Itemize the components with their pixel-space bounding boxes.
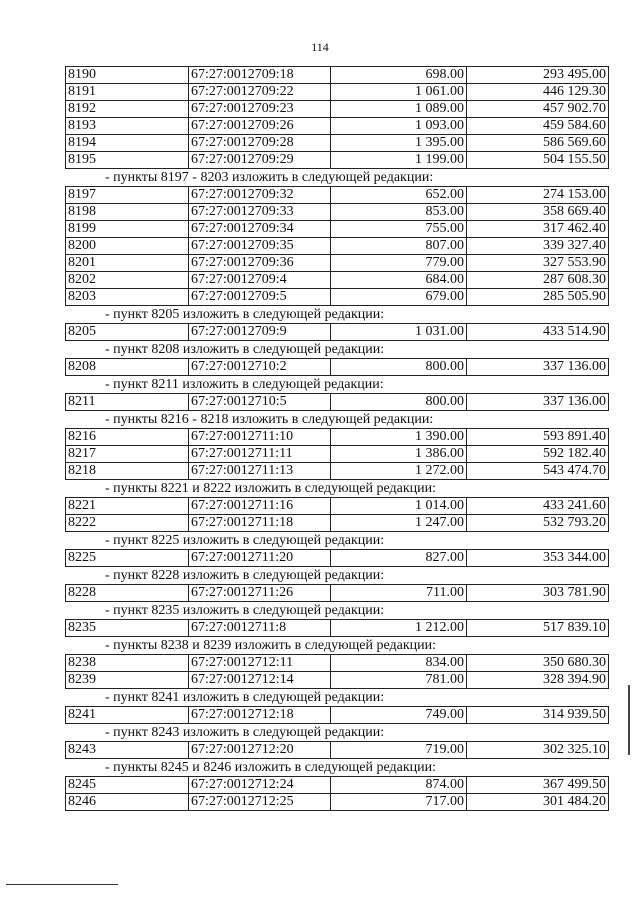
cadastral-number-cell: 67:27:0012709:23: [189, 101, 331, 118]
area-cell: 1 386.00: [331, 446, 467, 463]
table-row: [66, 742, 609, 759]
value-cell: 317 462.40: [467, 221, 609, 238]
area-cell: 1 089.00: [331, 101, 467, 118]
item-number-cell: 8198: [66, 204, 189, 221]
amendment-caption: - пункты 8238 и 8239 изложить в следующей редакции:: [105, 638, 437, 653]
value-cell: 532 793.20: [467, 515, 609, 532]
value-cell: 337 136.00: [467, 394, 609, 411]
margin-mark: [628, 685, 630, 755]
area-cell: 1 014.00: [331, 498, 467, 515]
value-cell: 337 136.00: [467, 359, 609, 376]
value-cell: 285 505.90: [467, 289, 609, 306]
amendment-section: [0, 341, 640, 376]
area-cell: 1 212.00: [331, 620, 467, 637]
cadastral-number-cell: 67:27:0012711:20: [189, 550, 331, 567]
table-row: [66, 255, 609, 272]
value-cell: 328 394.90: [467, 672, 609, 689]
amendment-section: [0, 480, 640, 532]
item-number-cell: 8195: [66, 152, 189, 169]
land-plot-table: [65, 186, 609, 306]
cadastral-number-cell: 67:27:0012710:5: [189, 394, 331, 411]
cadastral-number-cell: 67:27:0012709:32: [189, 187, 331, 204]
area-cell: 1 061.00: [331, 84, 467, 101]
area-cell: 1 390.00: [331, 429, 467, 446]
table-row: [66, 446, 609, 463]
item-number-cell: 8235: [66, 620, 189, 637]
value-cell: 367 499.50: [467, 777, 609, 794]
table-row: [66, 620, 609, 637]
table-row: [66, 67, 609, 84]
table-row: [66, 429, 609, 446]
land-plot-table: [65, 66, 609, 169]
item-number-cell: 8203: [66, 289, 189, 306]
area-cell: 800.00: [331, 359, 467, 376]
land-plot-table: [65, 428, 609, 480]
value-cell: 593 891.40: [467, 429, 609, 446]
amendment-caption: - пункты 8197 - 8203 изложить в следующей редакции:: [105, 170, 434, 185]
area-cell: 717.00: [331, 794, 467, 811]
area-cell: 698.00: [331, 67, 467, 84]
footnote-separator: [6, 884, 118, 885]
item-number-cell: 8217: [66, 446, 189, 463]
land-plot-table: [65, 741, 609, 759]
cadastral-number-cell: 67:27:0012709:35: [189, 238, 331, 255]
area-cell: 834.00: [331, 655, 467, 672]
cadastral-number-cell: 67:27:0012712:18: [189, 707, 331, 724]
item-number-cell: 8239: [66, 672, 189, 689]
amendment-section: [0, 567, 640, 602]
area-cell: 719.00: [331, 742, 467, 759]
item-number-cell: 8202: [66, 272, 189, 289]
value-cell: 339 327.40: [467, 238, 609, 255]
amendment-section: [0, 759, 640, 811]
item-number-cell: 8211: [66, 394, 189, 411]
cadastral-number-cell: 67:27:0012712:14: [189, 672, 331, 689]
amendment-section: [0, 66, 640, 169]
value-cell: 274 153.00: [467, 187, 609, 204]
value-cell: 301 484.20: [467, 794, 609, 811]
item-number-cell: 8208: [66, 359, 189, 376]
area-cell: 1 199.00: [331, 152, 467, 169]
land-plot-table: [65, 549, 609, 567]
area-cell: 711.00: [331, 585, 467, 602]
area-cell: 679.00: [331, 289, 467, 306]
cadastral-number-cell: 67:27:0012711:16: [189, 498, 331, 515]
table-row: [66, 777, 609, 794]
amendment-caption: - пункт 8228 изложить в следующей редакции:: [105, 568, 385, 583]
cadastral-number-cell: 67:27:0012712:25: [189, 794, 331, 811]
cadastral-number-cell: 67:27:0012712:20: [189, 742, 331, 759]
value-cell: 350 680.30: [467, 655, 609, 672]
cadastral-number-cell: 67:27:0012709:4: [189, 272, 331, 289]
table-row: [66, 152, 609, 169]
area-cell: 755.00: [331, 221, 467, 238]
value-cell: 446 129.30: [467, 84, 609, 101]
area-cell: 807.00: [331, 238, 467, 255]
cadastral-number-cell: 67:27:0012711:13: [189, 463, 331, 480]
area-cell: 1 247.00: [331, 515, 467, 532]
amendment-caption: - пункт 8235 изложить в следующей редакции:: [105, 603, 385, 618]
table-row: [66, 118, 609, 135]
area-cell: 1 031.00: [331, 324, 467, 341]
area-cell: 1 272.00: [331, 463, 467, 480]
value-cell: 504 155.50: [467, 152, 609, 169]
item-number-cell: 8192: [66, 101, 189, 118]
value-cell: 327 553.90: [467, 255, 609, 272]
table-row: [66, 585, 609, 602]
amendment-caption: - пункты 8216 - 8218 изложить в следующей редакции:: [105, 412, 434, 427]
cadastral-number-cell: 67:27:0012711:26: [189, 585, 331, 602]
amendment-section: [0, 169, 640, 306]
amendment-section: [0, 602, 640, 637]
cadastral-number-cell: 67:27:0012709:9: [189, 324, 331, 341]
amendment-section: [0, 411, 640, 480]
item-number-cell: 8191: [66, 84, 189, 101]
item-number-cell: 8200: [66, 238, 189, 255]
land-plot-table: [65, 619, 609, 637]
item-number-cell: 8193: [66, 118, 189, 135]
land-plot-table: [65, 358, 609, 376]
land-plot-table: [65, 654, 609, 689]
item-number-cell: 8221: [66, 498, 189, 515]
amendment-caption: - пункты 8221 и 8222 изложить в следующей редакции:: [105, 481, 437, 496]
amendment-caption: - пункт 8208 изложить в следующей редакции:: [105, 342, 385, 357]
value-cell: 302 325.10: [467, 742, 609, 759]
amendment-caption: - пункт 8211 изложить в следующей редакции:: [105, 377, 384, 392]
land-plot-table: [65, 776, 609, 811]
cadastral-number-cell: 67:27:0012711:8: [189, 620, 331, 637]
cadastral-number-cell: 67:27:0012711:10: [189, 429, 331, 446]
cadastral-number-cell: 67:27:0012712:11: [189, 655, 331, 672]
cadastral-number-cell: 67:27:0012709:5: [189, 289, 331, 306]
cadastral-number-cell: 67:27:0012711:18: [189, 515, 331, 532]
item-number-cell: 8243: [66, 742, 189, 759]
item-number-cell: 8246: [66, 794, 189, 811]
amendment-section: [0, 689, 640, 724]
table-row: [66, 187, 609, 204]
land-plot-table: [65, 584, 609, 602]
cadastral-number-cell: 67:27:0012711:11: [189, 446, 331, 463]
area-cell: 779.00: [331, 255, 467, 272]
cadastral-number-cell: 67:27:0012709:28: [189, 135, 331, 152]
table-row: [66, 394, 609, 411]
land-plot-table: [65, 706, 609, 724]
item-number-cell: 8222: [66, 515, 189, 532]
area-cell: 781.00: [331, 672, 467, 689]
item-number-cell: 8216: [66, 429, 189, 446]
area-cell: 827.00: [331, 550, 467, 567]
land-plot-table: [65, 497, 609, 532]
table-row: [66, 101, 609, 118]
value-cell: 592 182.40: [467, 446, 609, 463]
value-cell: 459 584.60: [467, 118, 609, 135]
item-number-cell: 8218: [66, 463, 189, 480]
item-number-cell: 8199: [66, 221, 189, 238]
amendment-section: [0, 306, 640, 341]
table-row: [66, 515, 609, 532]
cadastral-number-cell: 67:27:0012709:22: [189, 84, 331, 101]
amendment-section: [0, 532, 640, 567]
amendment-caption: - пункт 8225 изложить в следующей редакции:: [105, 533, 385, 548]
table-row: [66, 324, 609, 341]
area-cell: 800.00: [331, 394, 467, 411]
value-cell: 457 902.70: [467, 101, 609, 118]
land-plot-table: [65, 393, 609, 411]
item-number-cell: 8197: [66, 187, 189, 204]
cadastral-number-cell: 67:27:0012709:36: [189, 255, 331, 272]
table-row: [66, 498, 609, 515]
table-row: [66, 794, 609, 811]
table-row: [66, 707, 609, 724]
value-cell: 517 839.10: [467, 620, 609, 637]
area-cell: 1 093.00: [331, 118, 467, 135]
page-number: 114: [311, 40, 329, 54]
amendment-caption: - пункт 8243 изложить в следующей редакции:: [105, 725, 385, 740]
table-row: [66, 84, 609, 101]
item-number-cell: 8241: [66, 707, 189, 724]
value-cell: 586 569.60: [467, 135, 609, 152]
value-cell: 433 514.90: [467, 324, 609, 341]
table-row: [66, 550, 609, 567]
table-row: [66, 221, 609, 238]
amendment-caption: - пункт 8241 изложить в следующей редакции:: [105, 690, 385, 705]
value-cell: 303 781.90: [467, 585, 609, 602]
item-number-cell: 8201: [66, 255, 189, 272]
table-row: [66, 672, 609, 689]
amendment-caption: - пункты 8245 и 8246 изложить в следующей редакции:: [105, 760, 437, 775]
cadastral-number-cell: 67:27:0012709:18: [189, 67, 331, 84]
table-row: [66, 655, 609, 672]
table-row: [66, 135, 609, 152]
item-number-cell: 8238: [66, 655, 189, 672]
item-number-cell: 8205: [66, 324, 189, 341]
cadastral-number-cell: 67:27:0012709:33: [189, 204, 331, 221]
cadastral-number-cell: 67:27:0012709:26: [189, 118, 331, 135]
amendment-section: [0, 724, 640, 759]
item-number-cell: 8190: [66, 67, 189, 84]
value-cell: 293 495.00: [467, 67, 609, 84]
area-cell: 652.00: [331, 187, 467, 204]
document-body: [0, 66, 640, 811]
item-number-cell: 8225: [66, 550, 189, 567]
amendment-section: [0, 376, 640, 411]
item-number-cell: 8228: [66, 585, 189, 602]
value-cell: 314 939.50: [467, 707, 609, 724]
cadastral-number-cell: 67:27:0012709:34: [189, 221, 331, 238]
value-cell: 287 608.30: [467, 272, 609, 289]
table-row: [66, 272, 609, 289]
amendment-section: [0, 637, 640, 689]
table-row: [66, 463, 609, 480]
item-number-cell: 8194: [66, 135, 189, 152]
area-cell: 853.00: [331, 204, 467, 221]
table-row: [66, 359, 609, 376]
cadastral-number-cell: 67:27:0012710:2: [189, 359, 331, 376]
value-cell: 433 241.60: [467, 498, 609, 515]
table-row: [66, 289, 609, 306]
value-cell: 543 474.70: [467, 463, 609, 480]
land-plot-table: [65, 323, 609, 341]
cadastral-number-cell: 67:27:0012709:29: [189, 152, 331, 169]
table-row: [66, 204, 609, 221]
area-cell: 874.00: [331, 777, 467, 794]
area-cell: 1 395.00: [331, 135, 467, 152]
item-number-cell: 8245: [66, 777, 189, 794]
value-cell: 358 669.40: [467, 204, 609, 221]
cadastral-number-cell: 67:27:0012712:24: [189, 777, 331, 794]
area-cell: 749.00: [331, 707, 467, 724]
area-cell: 684.00: [331, 272, 467, 289]
table-row: [66, 238, 609, 255]
value-cell: 353 344.00: [467, 550, 609, 567]
amendment-caption: - пункт 8205 изложить в следующей редакции:: [105, 307, 385, 322]
